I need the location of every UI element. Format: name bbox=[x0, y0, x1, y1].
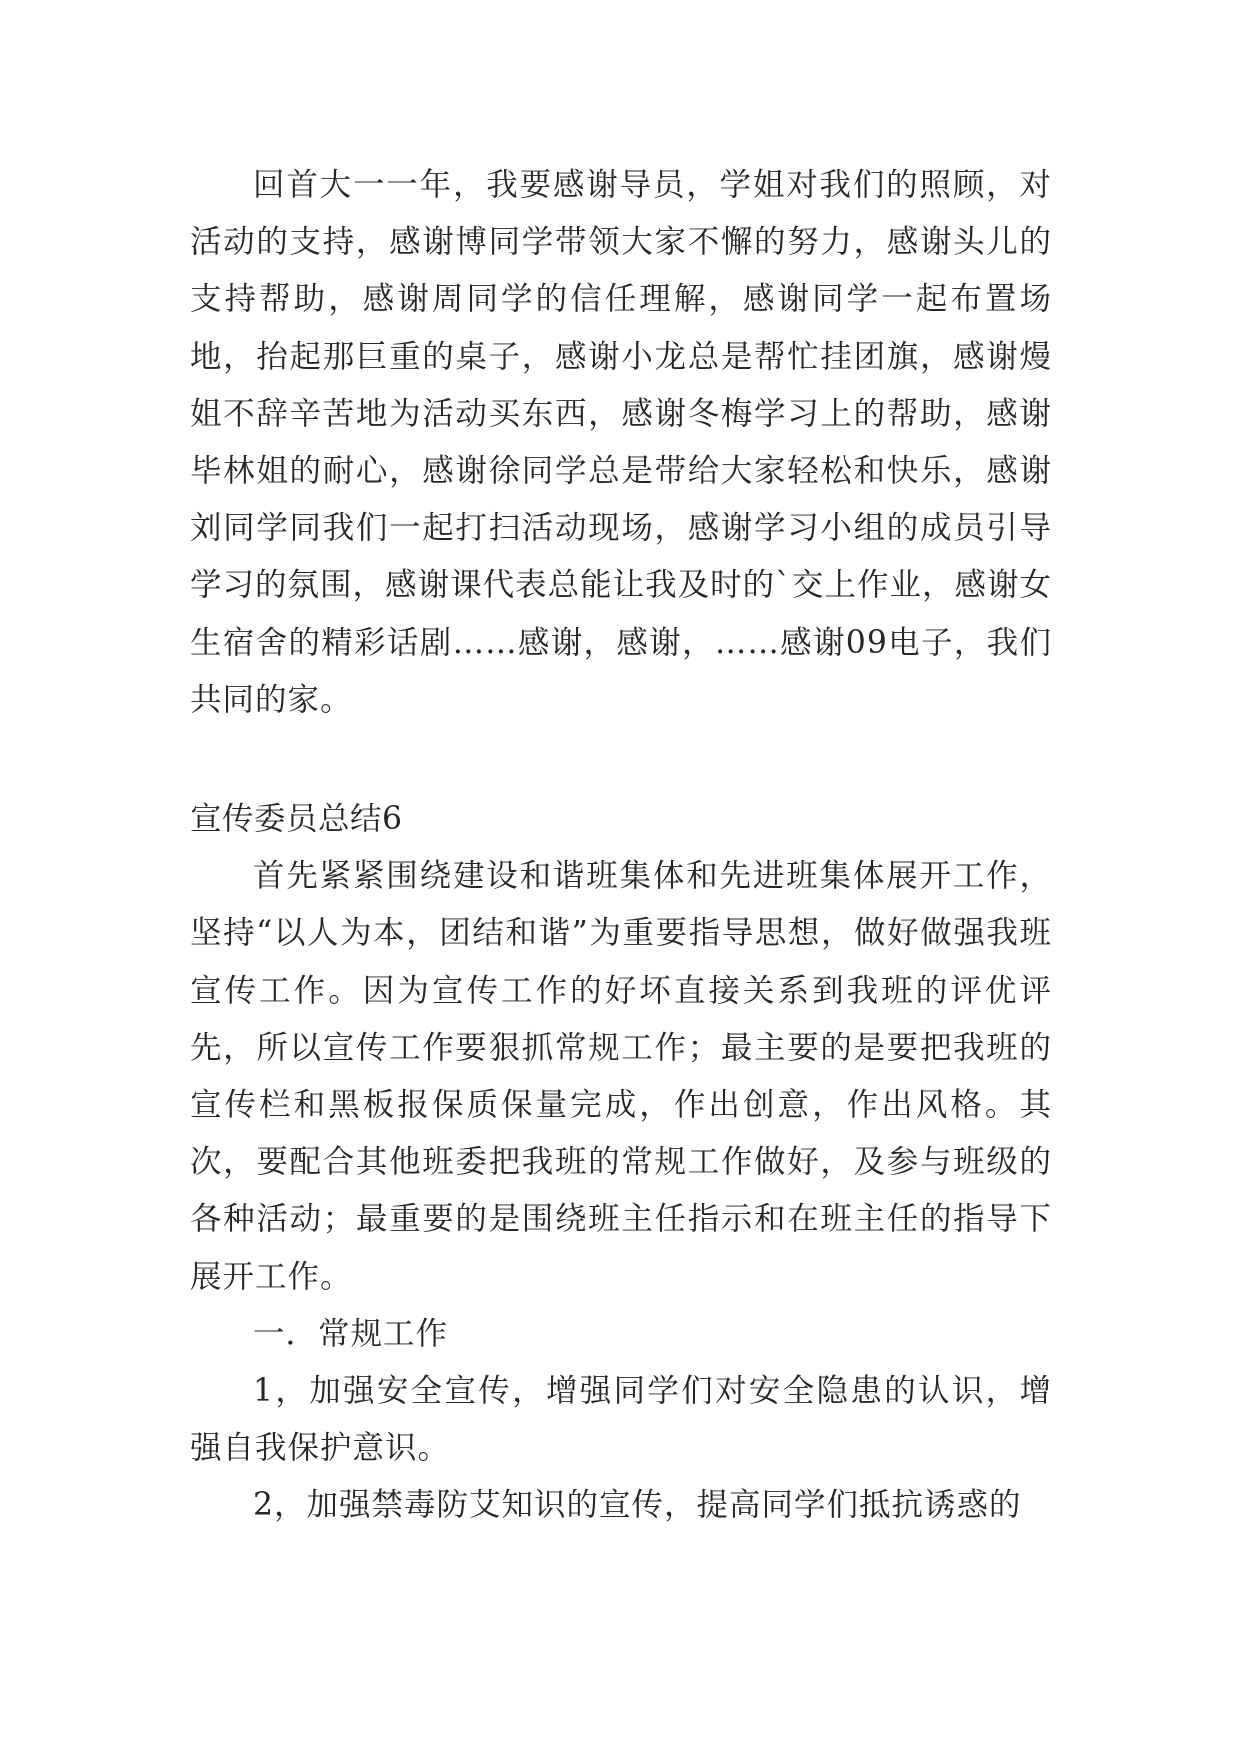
list-item-1: 1，加强安全宣传，增强同学们对安全隐患的认识，增强自我保护意识。 bbox=[190, 1373, 1052, 1467]
document-body bbox=[190, 157, 1052, 1535]
section-spacer bbox=[190, 729, 1052, 791]
intro-paragraph: 首先紧紧围绕建设和谐班集体和先进班集体展开工作，坚持“以人为本，团结和谐”为重要指导思想，做好做强我班宣传工作。因为宣传工作的好坏直接关系到我班的评优评先，所以宣传工作要狠抓常规工作；最主要的是要把我班的宣传栏和黑板报保质保量完成，作出创意，作出风格。其次，要配合其他班委把我班的常规工作做好，及参与班级的各种活动；最重要的是围绕班主任指示和在班主任的指导下展开工作。 bbox=[190, 858, 1052, 1295]
thanks-paragraph: 回首大一一年，我要感谢导员，学姐对我们的照顾，对活动的支持，感谢博同学带领大家不懈的努力，感谢头儿的支持帮助，感谢周同学的信任理解，感谢同学一起布置场地，抬起那巨重的桌子，感谢小龙总是帮忙挂团旗，感谢熳姐不辞辛苦地为活动买东西，感谢冬梅学习上的帮助，感谢毕林姐的耐心，感谢徐同学总是带给大家轻松和快乐，感谢刘同学同我们一起打扫活动现场，感谢学习小组的成员引导学习的氛围，感谢课代表总能让我及时的`交上作业，感谢女生宿舍的精彩话剧……感谢，感谢，……感谢09电子，我们共同的家。 bbox=[190, 167, 1052, 718]
section-heading: 宣传委员总结6 bbox=[190, 801, 403, 838]
list-item-2: 2，加强禁毒防艾知识的宣传，提高同学们抵抗诱惑的 bbox=[253, 1487, 1022, 1524]
subheading-routine-work: 一．常规工作 bbox=[253, 1315, 449, 1352]
